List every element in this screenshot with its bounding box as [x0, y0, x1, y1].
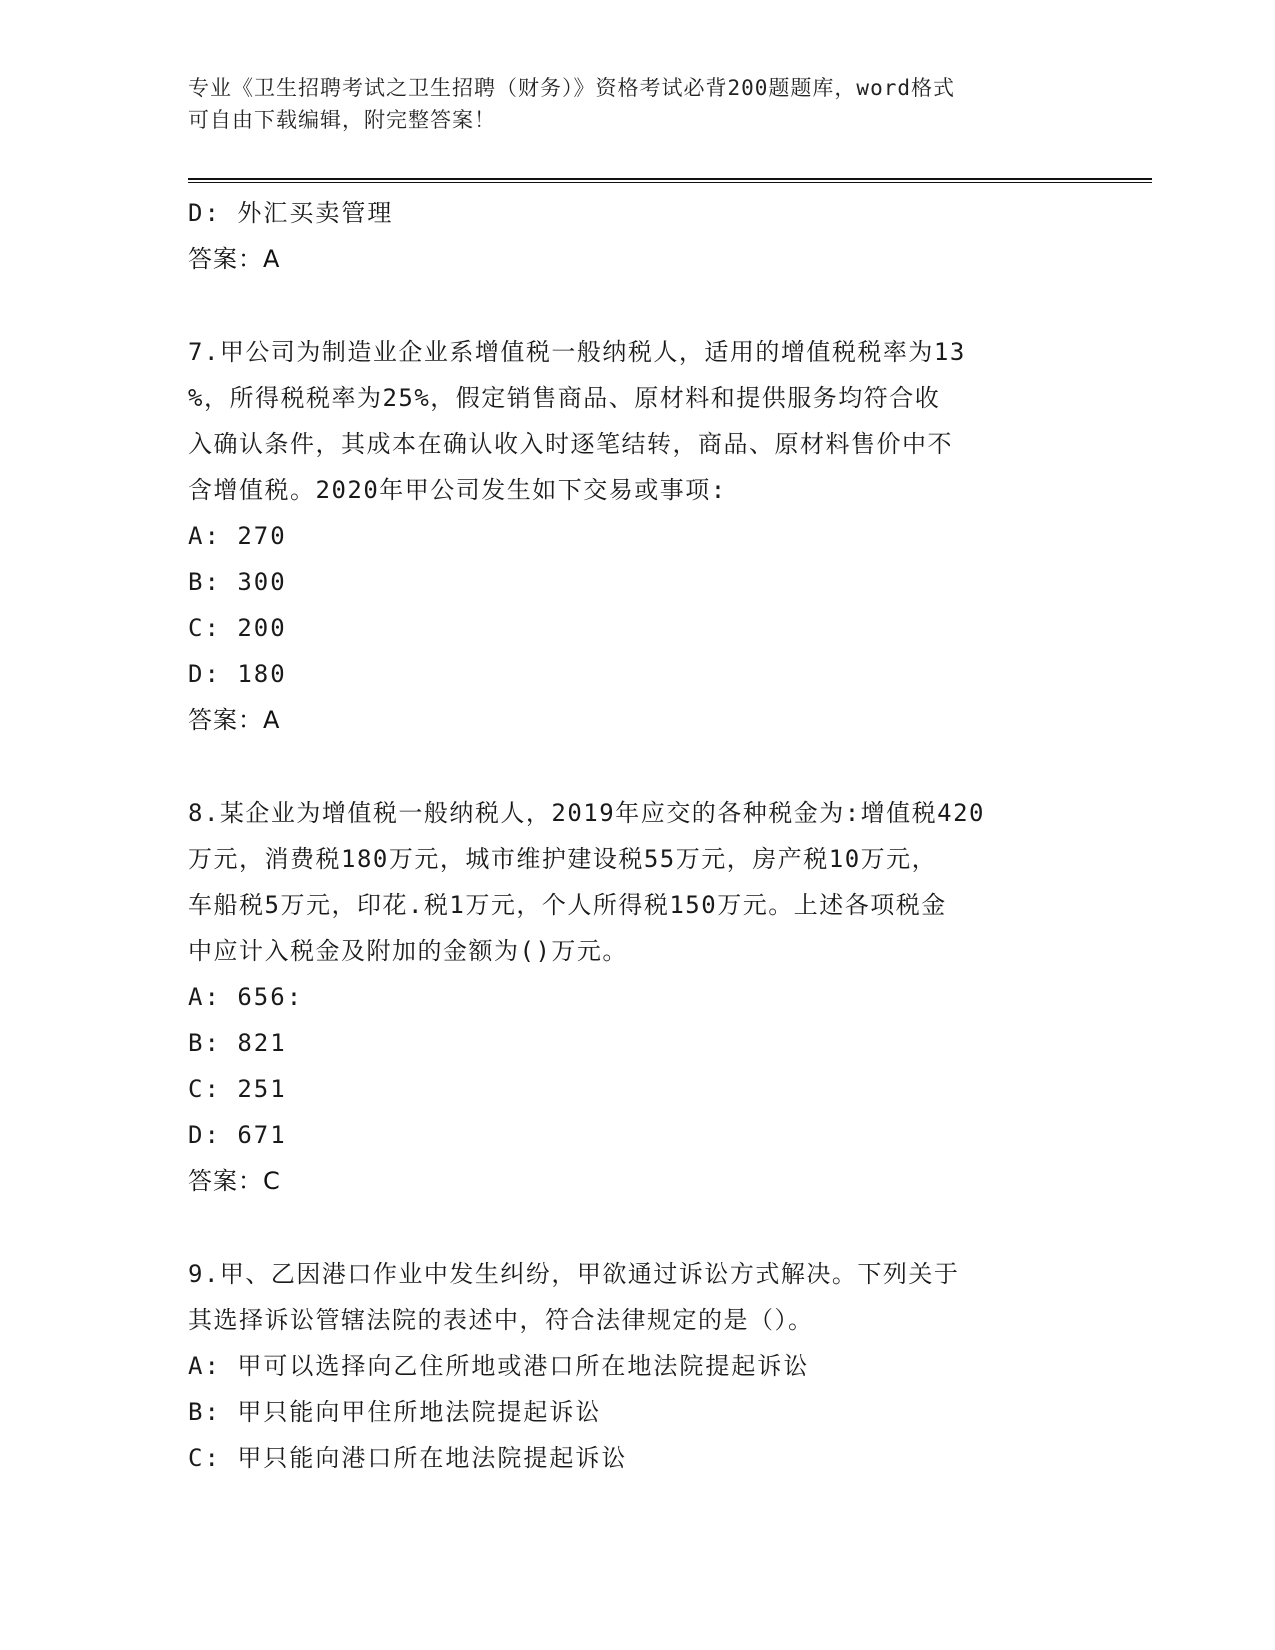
q7-option-d: D: 180: [188, 660, 287, 688]
q7-answer: 答案：A: [188, 706, 281, 734]
q7-stem-line: 入确认条件，其成本在确认收入时逐笔结转，商品、原材料售价中不: [188, 430, 953, 458]
q8-stem-line: 万元，消费税180万元，城市维护建设税55万元，房产税10万元，: [188, 845, 938, 873]
header-title-line-2: 可自由下载编辑，附完整答案！: [188, 108, 496, 132]
q9-option-b: B: 甲只能向甲住所地法院提起诉讼: [188, 1398, 602, 1426]
q6-answer: 答案：A: [188, 245, 281, 273]
question-8: [188, 790, 1088, 1204]
q7-stem-line: 含增值税。2020年甲公司发生如下交易或事项:: [188, 476, 727, 504]
question-9: [188, 1251, 1088, 1481]
question-6-tail: [188, 190, 1088, 282]
q7-option-a: A: 270: [188, 522, 287, 550]
q8-stem-line: 车船税5万元，印花.税1万元，个人所得税150万元。上述各项税金: [188, 891, 947, 919]
q8-option-b: B: 821: [188, 1029, 287, 1057]
q7-stem-line: %，所得税税率为25%，假定销售商品、原材料和提供服务均符合收: [188, 384, 941, 412]
header-divider: [188, 178, 1152, 183]
q8-option-d: D: 671: [188, 1121, 287, 1149]
q8-option-a: A: 656:: [188, 983, 304, 1011]
q8-stem-line: 8.某企业为增值税一般纳税人，2019年应交的各种税金为:增值税420: [188, 799, 985, 827]
header-title-line-1: 专业《卫生招聘考试之卫生招聘（财务）》资格考试必背200题题库，word格式: [188, 76, 955, 100]
q7-option-c: C: 200: [188, 614, 287, 642]
question-7: [188, 329, 1088, 743]
document-body: [188, 190, 1088, 1481]
document-header: [188, 72, 1068, 136]
q9-option-c: C: 甲只能向港口所在地法院提起诉讼: [188, 1444, 628, 1472]
q8-option-c: C: 251: [188, 1075, 287, 1103]
q6-option-d: D: 外汇买卖管理: [188, 199, 394, 227]
q7-option-b: B: 300: [188, 568, 287, 596]
q8-answer: 答案：C: [188, 1167, 281, 1195]
q9-stem-line: 其选择诉讼管辖法院的表述中，符合法律规定的是（）。: [188, 1306, 814, 1334]
q8-stem-line: 中应计入税金及附加的金额为()万元。: [188, 937, 628, 965]
q9-stem-line: 9.甲、乙因港口作业中发生纠纷，甲欲通过诉讼方式解决。下列关于: [188, 1260, 960, 1288]
q7-stem-line: 7.甲公司为制造业企业系增值税一般纳税人，适用的增值税税率为13: [188, 338, 966, 366]
q9-option-a: A: 甲可以选择向乙住所地或港口所在地法院提起诉讼: [188, 1352, 810, 1380]
